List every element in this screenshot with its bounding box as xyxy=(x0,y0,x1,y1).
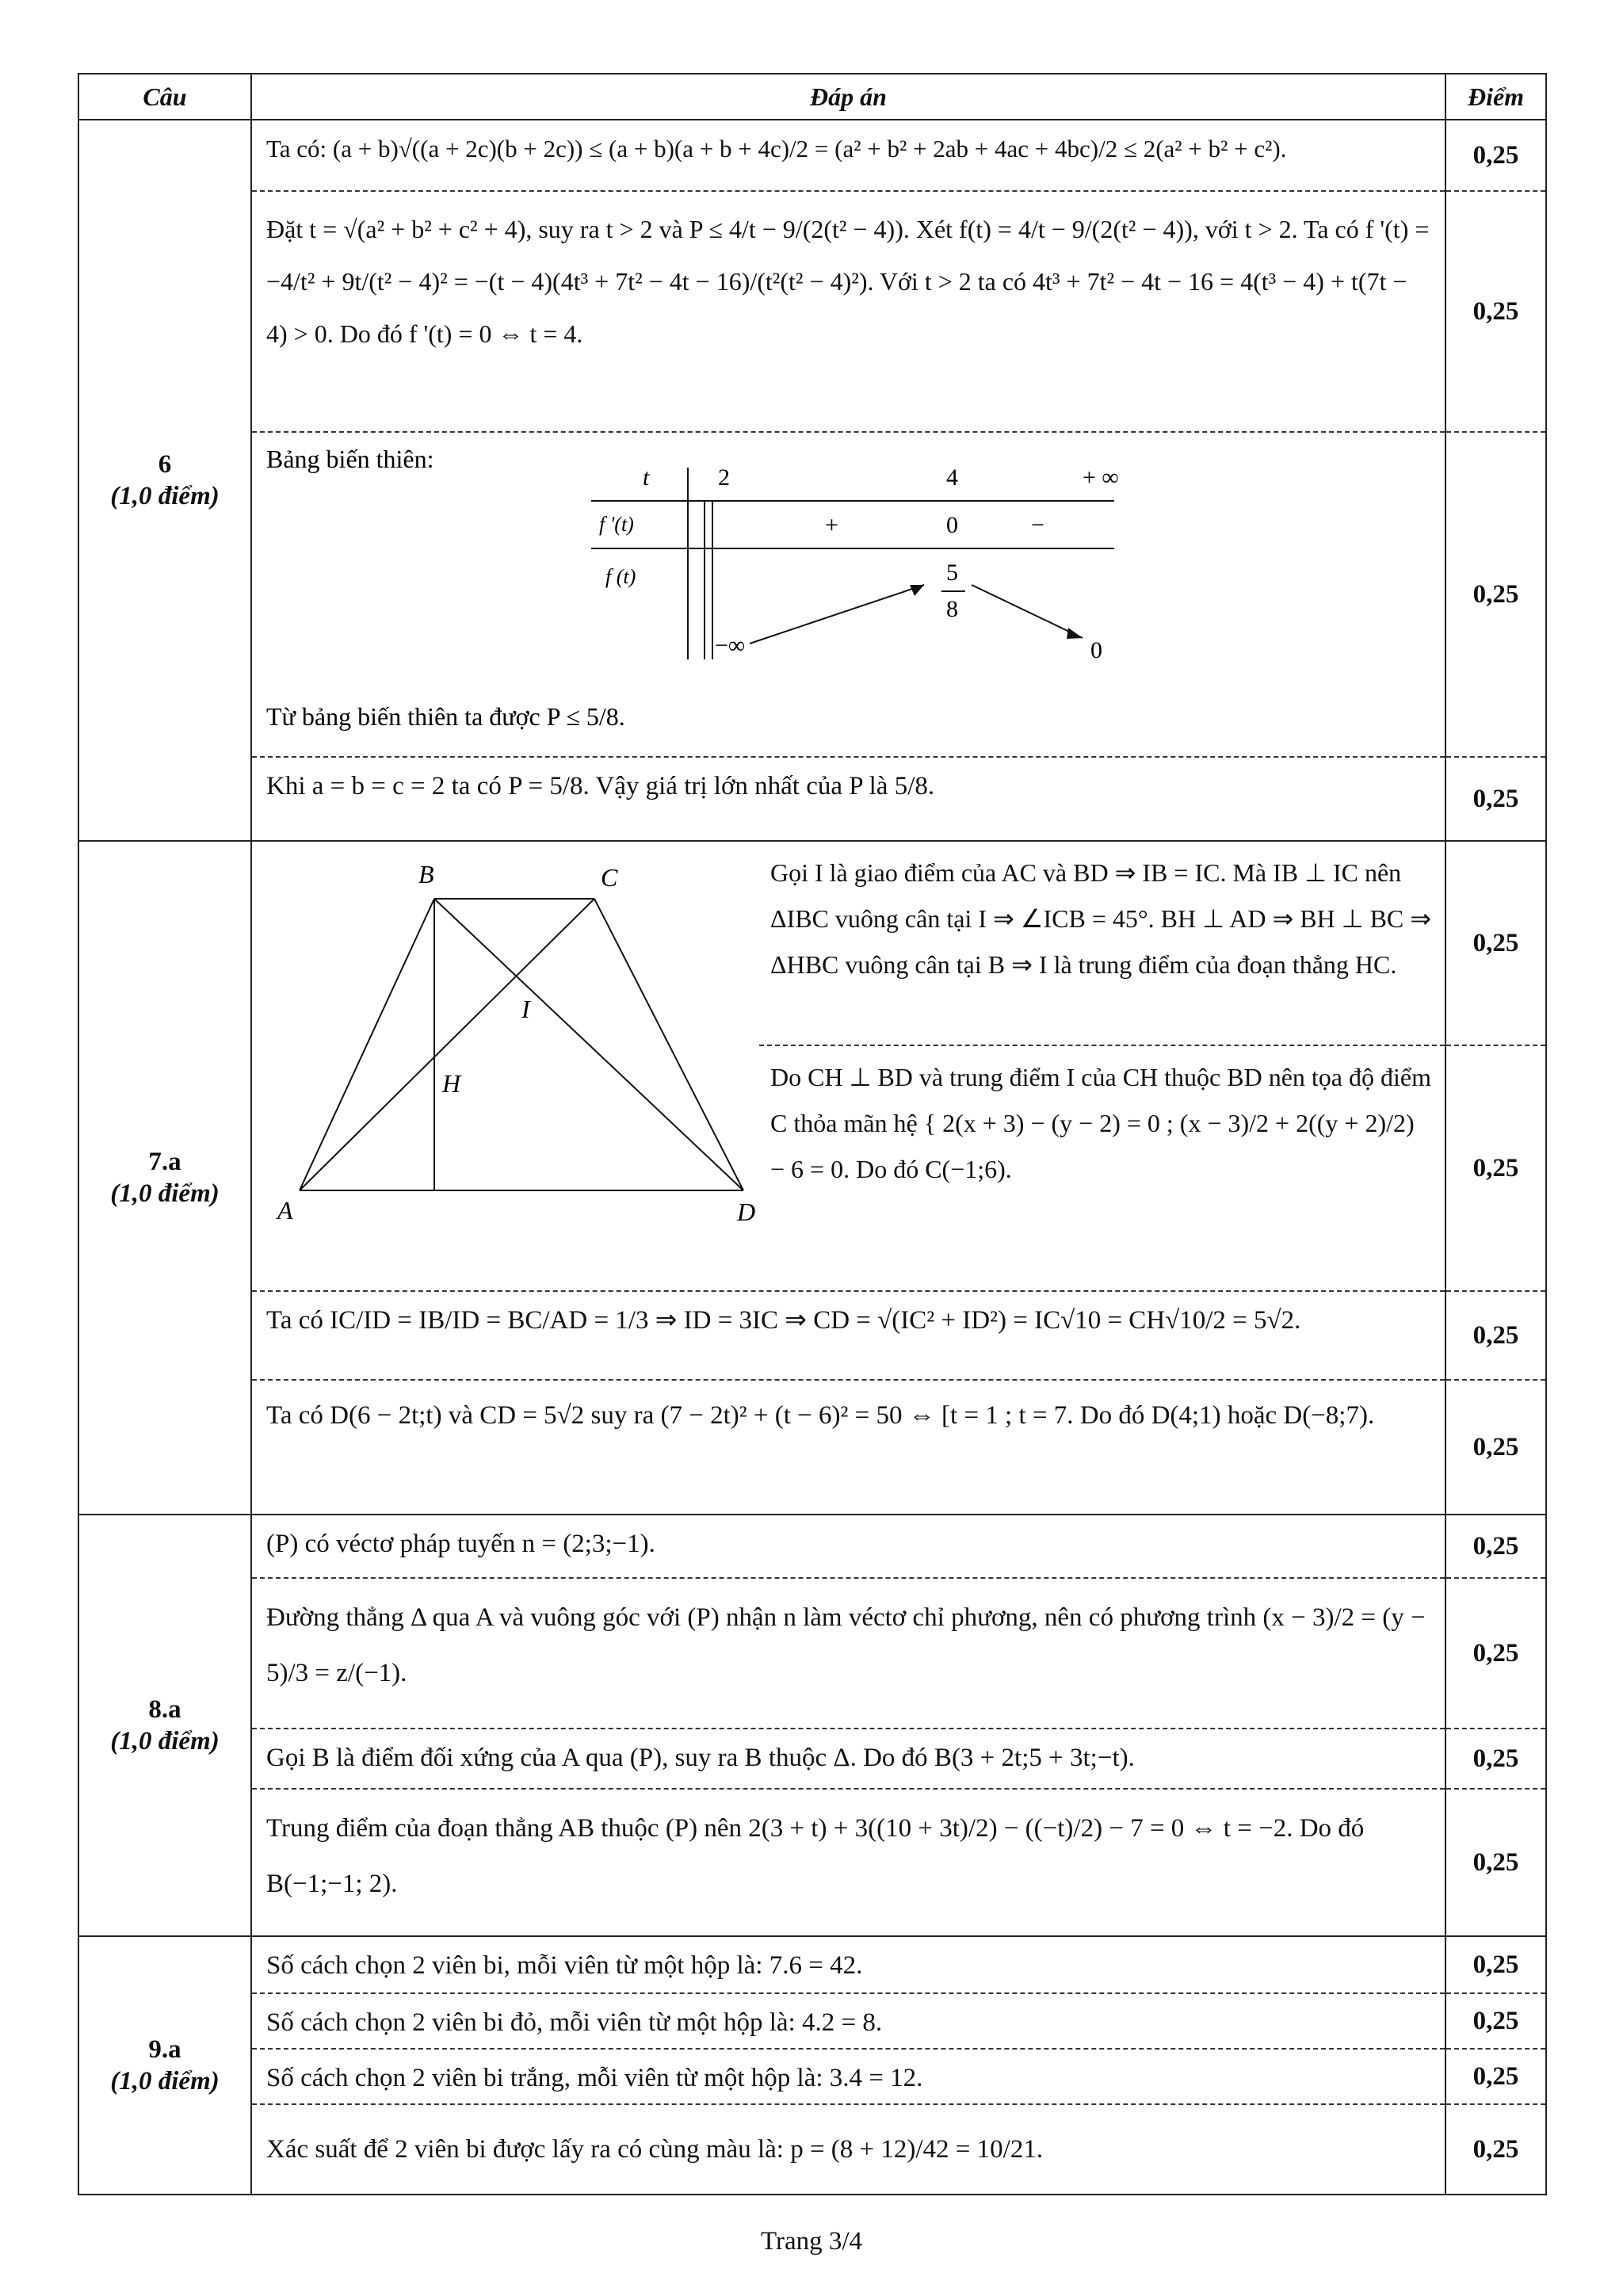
label-D: D xyxy=(737,1198,756,1226)
answer-table xyxy=(78,73,1547,2195)
vt-t-label: t xyxy=(643,464,650,491)
score-value: 0,25 xyxy=(1446,2103,1545,2194)
trapezoid-figure xyxy=(252,842,759,1290)
svg-text:Từ bảng biến thiên ta được P ≤: Từ bảng biến thiên ta được P ≤ 5/8. xyxy=(266,702,625,731)
answer-content xyxy=(251,1936,1445,2195)
score-column xyxy=(1445,120,1546,841)
score-value: 0,25 xyxy=(1446,2048,1545,2103)
question-row-8a xyxy=(78,1515,1546,1936)
label-C: C xyxy=(601,863,618,892)
score-column xyxy=(1445,1936,1546,2195)
vt-t-value: + ∞ xyxy=(1083,464,1119,491)
score-value: 0,25 xyxy=(1472,928,1519,957)
header-question: Câu xyxy=(78,74,251,120)
vt-f-value: −∞ xyxy=(715,632,746,659)
vt-f-value: 8 xyxy=(946,596,958,622)
step-text: Do CH ⊥ BD và trung điểm I của CH thuộc BD nên tọa độ điểm C thỏa mãn hệ { 2(x + 3) − (y − 2) = 0 ; (x − 3)/2 + 2((y + 2)/2) − 6 = 0. Do đó C(−1;6). xyxy=(770,1063,1431,1183)
score-value: 0,25 xyxy=(1446,1728,1545,1788)
vt-t-value: 4 xyxy=(946,464,958,491)
answer-content xyxy=(251,1515,1445,1936)
score-value: 0,25 xyxy=(1446,431,1545,756)
vt-sign: + xyxy=(825,512,838,538)
answer-step xyxy=(252,120,1445,190)
step-text: (P) có véctơ pháp tuyến n = (2;3;−1). xyxy=(266,1530,655,1558)
question-points: (1,0 điểm) xyxy=(110,482,220,510)
step-text: Gọi B là điểm đối xứng của A qua (P), suy ra B thuộc Δ. Do đó B(3 + 2t;5 + 3t;−t). xyxy=(266,1744,1135,1772)
answer-step xyxy=(252,1379,1445,1514)
answer-content xyxy=(251,841,1445,1515)
question-id: 6 xyxy=(158,450,172,479)
figure-block xyxy=(252,842,1445,1290)
answer-step xyxy=(252,1728,1445,1788)
label-A: A xyxy=(277,1196,293,1224)
answer-step xyxy=(252,190,1445,431)
variation-table xyxy=(266,444,1423,745)
answer-step xyxy=(759,1045,1445,1290)
step-text: Khi a = b = c = 2 ta có P = 5/8. Vậy giá trị lớn nhất của P là 5/8. xyxy=(266,772,935,800)
answer-content xyxy=(251,120,1445,841)
answer-step xyxy=(252,431,1445,756)
step-text: Số cách chọn 2 viên bi trắng, mỗi viên từ một hộp là: 3.4 = 12. xyxy=(266,2064,923,2092)
vt-f-value: 5 xyxy=(946,560,958,586)
vt-sign: − xyxy=(1031,512,1044,538)
score-column xyxy=(1445,841,1546,1515)
score-value: 0,25 xyxy=(1446,1290,1545,1379)
answer-step xyxy=(252,1937,1445,1992)
table-header xyxy=(78,74,1546,120)
answer-step xyxy=(252,1992,1445,2048)
step-text: Số cách chọn 2 viên bi, mỗi viên từ một hộp là: 7.6 = 42. xyxy=(266,1951,863,1980)
question-points: (1,0 điểm) xyxy=(110,1179,220,1208)
answer-step xyxy=(252,1290,1445,1379)
step-text: Xác suất để 2 viên bi được lấy ra có cùng màu là: p = (8 + 12)/42 = 10/21. xyxy=(266,2135,1044,2164)
label-H: H xyxy=(442,1069,461,1098)
question-row-6 xyxy=(78,120,1546,841)
vt-t-value: 2 xyxy=(718,464,730,491)
step-text: Ta có IC/ID = IB/ID = BC/AD = 1/3 ⇒ ID = 3IC ⇒ CD = √(IC² + ID²) = IC√10 = CH√10/2 = 5√2. xyxy=(266,1306,1301,1335)
question-row-9a xyxy=(78,1936,1546,2195)
step-text: Trung điểm của đoạn thẳng AB thuộc (P) nên 2(3 + t) + 3((10 + 3t)/2) − ((−t)/2) − 7 = 0 ⇔ t = −2. Do đó B(−1;−1; 2). xyxy=(266,1814,1365,1898)
score-value: 0,25 xyxy=(1446,1577,1545,1728)
answer-step xyxy=(252,1788,1445,1935)
step-text: Đường thẳng Δ qua A và vuông góc với (P) nhận n làm véctơ chỉ phương, nên có phương trình (x − 3)/2 = (y − 5)/3 = z/(−1). xyxy=(266,1603,1426,1687)
score-value: 0,25 xyxy=(1472,1950,1519,1979)
answer-step xyxy=(759,842,1445,1045)
score-value: 0,25 xyxy=(1446,756,1545,840)
label-I: I xyxy=(521,995,530,1023)
score-value: 0,25 xyxy=(1446,1045,1545,1290)
answer-step xyxy=(252,756,1445,840)
question-label xyxy=(78,1936,251,2195)
figure-explanation xyxy=(759,842,1445,1290)
score-value: 0,25 xyxy=(1446,1992,1545,2048)
label-B: B xyxy=(418,860,434,888)
step-text: Gọi I là giao điểm của AC và BD ⇒ IB = IC. Mà IB ⊥ IC nên ΔIBC vuông cân tại I ⇒ ∠ICB = 45°. BH ⊥ AD ⇒ BH ⊥ BC ⇒ ΔHBC vuông cân tại B ⇒ I là trung điểm của đoạn thẳng HC. xyxy=(770,858,1432,979)
vt-f-label: f (t) xyxy=(605,565,636,588)
question-id: 8.a xyxy=(148,1695,181,1724)
step-text: Ta có: (a + b)√((a + 2c)(b + 2c)) ≤ (a + b)(a + b + 4c)/2 = (a² + b² + 2ab + 4ac + 4bc)/2 ≤ 2(a² + b² + c²). xyxy=(266,135,1287,162)
score-value: 0,25 xyxy=(1472,140,1519,170)
score-value: 0,25 xyxy=(1472,1531,1519,1561)
answer-step xyxy=(252,2048,1445,2103)
answer-step xyxy=(252,1577,1445,1728)
question-points: (1,0 điểm) xyxy=(110,1727,220,1755)
answer-step xyxy=(252,1515,1445,1577)
question-label xyxy=(78,841,251,1515)
score-value: 0,25 xyxy=(1446,1788,1545,1935)
question-row-7a xyxy=(78,841,1546,1515)
vt-f-value: 0 xyxy=(1090,637,1102,663)
vt-fp-label: f '(t) xyxy=(599,513,634,536)
header-score: Điểm xyxy=(1445,74,1546,120)
question-points: (1,0 điểm) xyxy=(110,2067,220,2095)
step-text: Số cách chọn 2 viên bi đỏ, mỗi viên từ một hộp là: 4.2 = 8. xyxy=(266,2008,883,2037)
question-label xyxy=(78,1515,251,1936)
score-value: 0,25 xyxy=(1446,1379,1545,1514)
answer-page xyxy=(78,73,1545,2195)
vt-sign: 0 xyxy=(946,512,958,538)
score-column xyxy=(1445,1515,1546,1936)
question-label xyxy=(78,120,251,841)
question-id: 7.a xyxy=(148,1148,181,1176)
answer-step xyxy=(252,2103,1445,2194)
step-text: Ta có D(6 − 2t;t) và CD = 5√2 suy ra (7 − 2t)² + (t − 6)² = 50 ⇔ [t = 1 ; t = 7. Do đó D(4;1) hoặc D(−8;7). xyxy=(266,1401,1375,1430)
step-text: Đặt t = √(a² + b² + c² + 4), suy ra t > 2 và P ≤ 4/t − 9/(2(t² − 4)). Xét f(t) = 4/t − 9/(2(t² − 4)), với t > 2. Ta có f '(t) = −4/t² + 9t/(t² − 4)² = −(t − 4)(4t³ + 7t² − 4t − 16)/(t²(t² − 4)²). Với t > 2 ta có 4t³ + 7t² − 4t − 16 = 4(t³ − 4) + t(7t − 4) > 0. Do đó f '(t) = 0 ⇔ t = 4. xyxy=(266,215,1430,348)
score-value: 0,25 xyxy=(1446,190,1545,431)
header-answer: Đáp án xyxy=(251,74,1445,120)
question-id: 9.a xyxy=(148,2035,181,2064)
svg-text:Bảng biến thiên:: Bảng biến thiên: xyxy=(266,445,434,473)
page-number: Trang 3/4 xyxy=(760,2227,863,2256)
